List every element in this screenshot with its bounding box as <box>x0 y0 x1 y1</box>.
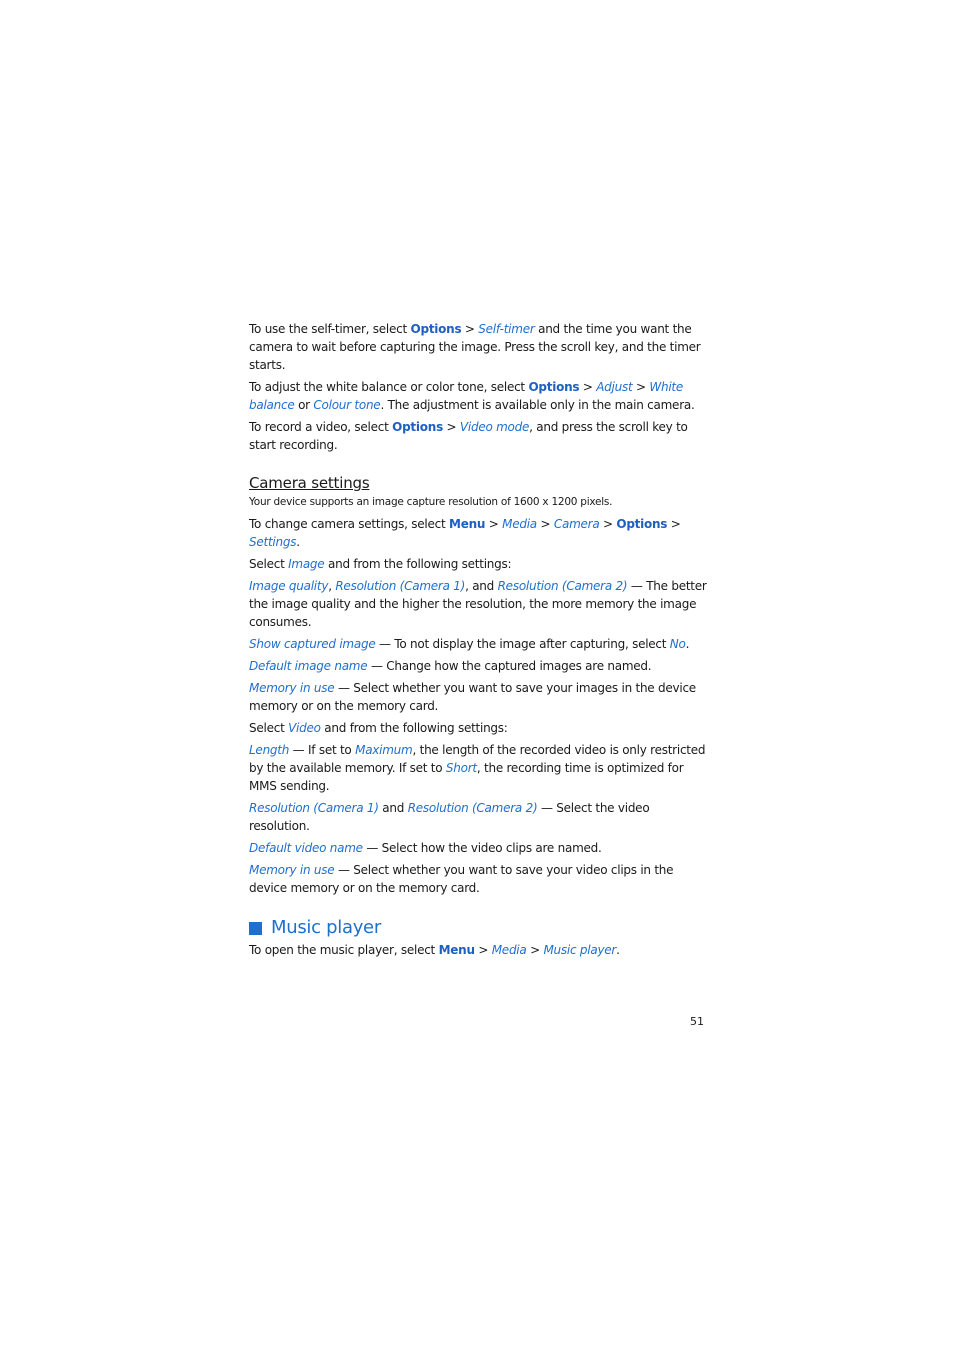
option-white-balance: White balance <box>249 380 684 412</box>
record-video-paragraph <box>249 418 711 454</box>
separator: > <box>461 322 479 336</box>
option-video-mode: Video mode <box>459 420 530 434</box>
text: or <box>294 398 314 412</box>
separator: > <box>599 517 617 531</box>
text: To use the self-timer, select <box>249 322 411 336</box>
text: , and press the scroll key to start recording. <box>249 420 688 452</box>
text: To open the music player, select <box>249 943 439 957</box>
option-maximum: Maximum <box>355 743 413 757</box>
text: and from the following settings: <box>324 557 512 571</box>
option-settings: Settings <box>249 535 297 549</box>
text: — Select how the video clips are named. <box>362 841 602 855</box>
memory-in-use-image-paragraph <box>249 679 711 715</box>
select-image-paragraph <box>249 555 711 573</box>
option-length: Length <box>249 743 290 757</box>
text: , and <box>465 579 498 593</box>
text: — To not display the image after capturing, select <box>375 637 670 651</box>
option-memory-in-use: Memory in use <box>249 863 335 877</box>
text: Select <box>249 721 289 735</box>
page-number: 51 <box>690 1015 704 1028</box>
option-memory-in-use: Memory in use <box>249 681 335 695</box>
text: . <box>616 943 620 957</box>
option-media: Media <box>491 943 527 957</box>
text: . <box>296 535 300 549</box>
option-resolution-camera-2: Resolution (Camera 2) <box>407 801 538 815</box>
length-paragraph <box>249 741 711 795</box>
white-balance-paragraph <box>249 378 711 414</box>
option-default-image-name: Default image name <box>249 659 368 673</box>
option-resolution-camera-2: Resolution (Camera 2) <box>497 579 628 593</box>
menu-options: Options <box>392 420 443 434</box>
self-timer-paragraph <box>249 320 711 374</box>
open-music-player-paragraph <box>249 941 711 959</box>
text: — If set to <box>289 743 356 757</box>
option-image: Image <box>288 557 325 571</box>
text: . <box>685 637 690 651</box>
option-music-player: Music player <box>543 943 617 957</box>
change-settings-paragraph <box>249 515 711 551</box>
option-resolution-camera-1: Resolution (Camera 1) <box>335 579 466 593</box>
text: and <box>378 801 408 815</box>
text: , <box>328 579 336 593</box>
text: , the length of the recorded video is only restricted by the available memory. If set to <box>249 743 706 775</box>
option-self-timer: Self-timer <box>478 322 535 336</box>
text: — Select the video resolution. <box>249 801 650 833</box>
separator: > <box>579 380 597 394</box>
text: — Change how the captured images are named. <box>367 659 652 673</box>
music-player-title: Music player <box>271 917 381 938</box>
music-player-heading <box>249 917 711 939</box>
option-video: Video <box>288 721 321 735</box>
option-colour-tone: Colour tone <box>313 398 381 412</box>
text: and from the following settings: <box>320 721 508 735</box>
option-camera: Camera <box>553 517 600 531</box>
menu-menu: Menu <box>438 943 475 957</box>
text: , the recording time is optimized for MMS sending. <box>249 761 684 793</box>
memory-in-use-video-paragraph <box>249 861 711 897</box>
video-resolution-paragraph <box>249 799 711 835</box>
select-video-paragraph <box>249 719 711 737</box>
text: and the time you want the camera to wait before capturing the image. Press the scroll key, and the timer starts. <box>249 322 701 372</box>
option-no: No <box>669 637 686 651</box>
show-captured-paragraph <box>249 635 711 653</box>
text: To change camera settings, select <box>249 517 449 531</box>
text: Select <box>249 557 289 571</box>
image-quality-paragraph <box>249 577 711 631</box>
text: . The adjustment is available only in the main camera. <box>380 398 695 412</box>
resolution-note: Your device supports an image capture resolution of 1600 x 1200 pixels. <box>249 496 613 508</box>
menu-options: Options <box>410 322 462 336</box>
text: — Select whether you want to save your images in the device memory or on the memory card. <box>249 681 696 713</box>
text: To adjust the white balance or color tone, select <box>249 380 529 394</box>
menu-options: Options <box>528 380 580 394</box>
separator: > <box>632 380 650 394</box>
text: — The better the image quality and the higher the resolution, the more memory the image consumes. <box>249 579 707 629</box>
option-short: Short <box>445 761 477 775</box>
text: — Select whether you want to save your video clips in the device memory or on the memory card. <box>249 863 674 895</box>
separator: > <box>442 420 460 434</box>
text: To record a video, select <box>249 420 393 434</box>
default-video-name-paragraph <box>249 839 711 857</box>
separator: > <box>667 517 681 531</box>
option-resolution-camera-1: Resolution (Camera 1) <box>249 801 379 815</box>
option-adjust: Adjust <box>596 380 633 394</box>
option-image-quality: Image quality <box>249 579 329 593</box>
menu-options: Options <box>616 517 668 531</box>
separator: > <box>474 943 492 957</box>
page-content <box>249 320 711 963</box>
default-image-name-paragraph <box>249 657 711 675</box>
option-default-video-name: Default video name <box>249 841 363 855</box>
menu-menu: Menu <box>449 517 486 531</box>
option-show-captured-image: Show captured image <box>249 637 376 651</box>
section-square-icon <box>249 922 262 935</box>
separator: > <box>526 943 544 957</box>
camera-settings-heading: Camera settings <box>249 474 370 492</box>
option-media: Media <box>502 517 537 531</box>
separator: > <box>485 517 503 531</box>
separator: > <box>536 517 554 531</box>
